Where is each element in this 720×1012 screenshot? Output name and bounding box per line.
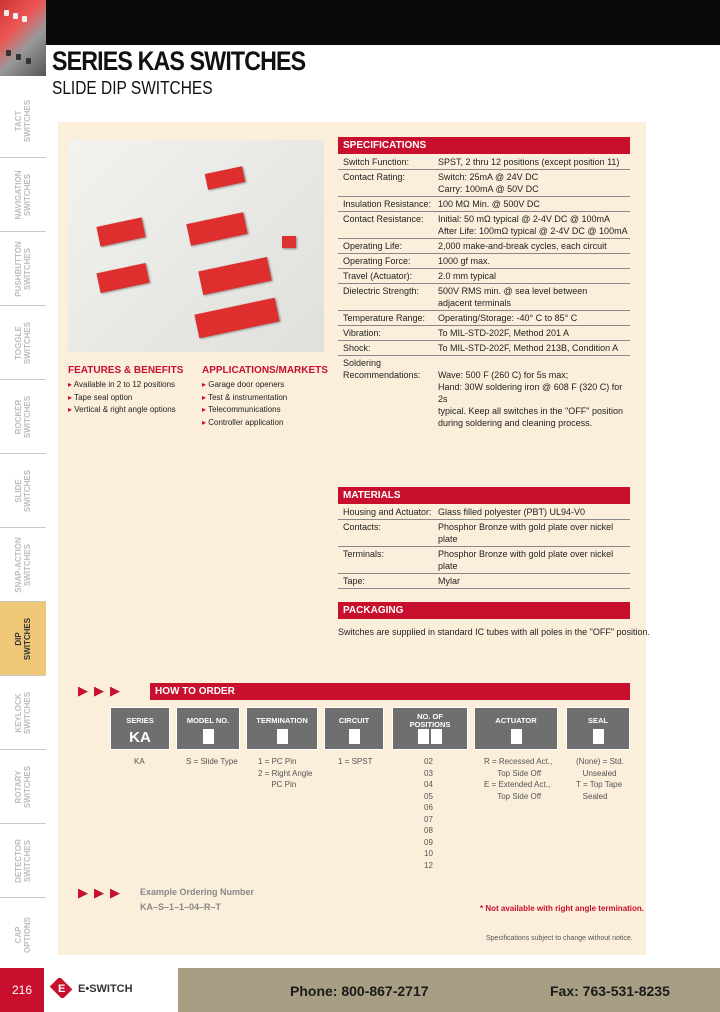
spec-value: Operating/Storage: -40° C to 85° C — [438, 313, 578, 323]
product-photo — [68, 140, 324, 352]
sidebar-item-cap-options[interactable] — [0, 898, 46, 972]
spec-value: 1000 gf max. — [438, 256, 491, 266]
spec-value: Wave: 500 F (260 C) for 5s max; Hand: 30W soldering iron @ 608 F (320 C) for 2s typical. Keep all switches in the "OFF" position during soldering and cleaning process. — [438, 370, 623, 428]
table-row — [338, 311, 630, 326]
sidebar-item-snap-action[interactable] — [0, 528, 46, 602]
order-box-actuator — [474, 707, 558, 750]
circuit-options: 1 = SPST — [338, 757, 373, 766]
table-row — [338, 356, 630, 430]
sidebar-item-rotary[interactable] — [0, 750, 46, 824]
page-number: 216 — [0, 968, 44, 1012]
order-box-label: TERMINATION — [256, 716, 308, 725]
spec-value: 500V RMS min. @ sea level between adjacent terminals — [438, 286, 588, 308]
order-box-circuit — [324, 707, 384, 750]
sidebar-item-pushbutton[interactable] — [0, 232, 46, 306]
order-box-seal — [566, 707, 630, 750]
example-heading: Example Ordering Number — [140, 887, 255, 897]
sidebar-item-detector[interactable] — [0, 824, 46, 898]
code-slot — [418, 729, 429, 744]
sidebar-item-toggle[interactable] — [0, 306, 46, 380]
order-box-model — [176, 707, 240, 750]
spec-value: To MIL-STD-202F, Method 201 A — [438, 328, 570, 338]
order-box-series — [110, 707, 170, 750]
material-value: Phosphor Bronze with gold plate over nickel plate — [438, 549, 614, 571]
sidebar-item-label: ROTARY SWITCHES — [14, 765, 32, 809]
spec-value: Switch: 25mA @ 24V DC Carry: 100mA @ 50V DC — [438, 172, 539, 194]
sidebar-item-slide[interactable] — [0, 454, 46, 528]
features-list — [68, 379, 176, 417]
material-label: Tape: — [343, 576, 366, 586]
list-item: ▸ Garage door openers — [202, 379, 287, 392]
table-row — [338, 326, 630, 341]
spec-label: Contact Rating: — [343, 172, 406, 182]
code-slot — [593, 729, 604, 744]
actuator-options: R = Recessed Act., Top Side Off E = Extended Act., Top Side Off — [484, 757, 553, 801]
sidebar-item-label: DIP SWITCHES — [14, 617, 32, 661]
order-box-termination — [246, 707, 318, 750]
table-row — [338, 505, 630, 520]
sidebar-item-label: ROCKER SWITCHES — [14, 395, 32, 439]
svg-text:E•SWITCH: E•SWITCH — [78, 983, 133, 995]
product-thumbnail — [0, 0, 46, 76]
table-row — [338, 239, 630, 254]
sidebar-item-label: SLIDE SWITCHES — [14, 469, 32, 513]
list-item: ▸ Telecommunications — [202, 404, 287, 417]
order-box-label: ACTUATOR — [495, 716, 537, 725]
order-box-label: SERIES — [126, 716, 154, 725]
packaging-text: Switches are supplied in standard IC tubes with all poles in the "OFF" position. — [338, 627, 651, 637]
angle-note: * Not available with right angle termination. — [480, 904, 645, 913]
code-slot — [431, 729, 442, 744]
arrow-icon: ▶▶▶ — [78, 885, 126, 900]
spec-label: Travel (Actuator): — [343, 271, 413, 281]
sidebar-item-dip[interactable] — [0, 602, 46, 676]
table-row — [338, 212, 630, 239]
table-row — [338, 269, 630, 284]
header-band — [0, 0, 720, 45]
spec-label: Switch Function: — [343, 157, 410, 167]
order-box-code: KA — [129, 729, 151, 746]
spec-label: Soldering Recommendations: — [343, 358, 421, 380]
spec-label: Vibration: — [343, 328, 381, 338]
table-row — [338, 341, 630, 356]
code-slot — [511, 729, 522, 744]
sidebar-item-tact[interactable] — [0, 84, 46, 158]
page-title: SERIES KAS SWITCHES — [52, 46, 306, 76]
sidebar-item-navigation[interactable] — [0, 158, 46, 232]
phone-number: Phone: 800-867-2717 — [290, 983, 429, 999]
table-row — [338, 197, 630, 212]
material-label: Contacts: — [343, 522, 382, 532]
fax-number: Fax: 763-531-8235 — [550, 983, 670, 999]
material-value: Phosphor Bronze with gold plate over nickel plate — [438, 522, 614, 544]
code-slot — [277, 729, 288, 744]
spec-value: 2.0 mm typical — [438, 271, 497, 281]
table-row — [338, 574, 630, 589]
svg-text:E: E — [58, 983, 66, 995]
spec-label: Dielectric Strength: — [343, 286, 420, 296]
table-row — [338, 155, 630, 170]
materials-heading: MATERIALS — [338, 487, 630, 504]
positions-options: 02 03 04 05 06 07 08 09 10 12 — [424, 757, 433, 870]
applications-heading: APPLICATIONS/MARKETS — [202, 365, 328, 376]
code-slot — [203, 729, 214, 744]
model-options: S = Slide Type — [186, 757, 238, 766]
code-slot — [349, 729, 360, 744]
list-item: ▸ Controller application — [202, 417, 287, 430]
table-row — [338, 520, 630, 547]
spec-value: 2,000 make-and-break cycles, each circuit — [438, 241, 607, 251]
applications-list — [202, 379, 287, 429]
table-row — [338, 170, 630, 197]
spec-value: 100 MΩ Min. @ 500V DC — [438, 199, 540, 209]
spec-label: Temperature Range: — [343, 313, 426, 323]
sidebar-item-label: DETECTOR SWITCHES — [14, 839, 32, 883]
eswitch-logo — [50, 978, 160, 998]
list-item: ▸ Test & instrumentation — [202, 392, 287, 405]
sidebar-item-label: TACT SWITCHES — [14, 99, 32, 143]
order-box-label: CIRCUIT — [338, 716, 370, 725]
spec-note: Specifications subject to change without notice. — [486, 935, 633, 942]
features-heading: FEATURES & BENEFITS — [68, 365, 184, 376]
spec-value: Initial: 50 mΩ typical @ 2-4V DC @ 100mA After Life: 100mΩ typical @ 2-4V DC @ 100mA — [438, 214, 628, 236]
material-value: Glass filled polyester (PBT) UL94-V0 — [438, 507, 586, 517]
spec-label: Shock: — [343, 343, 371, 353]
list-item: ▸ Tape seal option — [68, 392, 176, 405]
sidebar-item-label: PUSHBUTTON SWITCHES — [14, 241, 32, 297]
table-row — [338, 254, 630, 269]
sidebar-item-rocker[interactable] — [0, 380, 46, 454]
category-sidebar — [0, 84, 46, 972]
spec-label: Operating Life: — [343, 241, 403, 251]
list-item: ▸ Vertical & right angle options — [68, 404, 176, 417]
spec-value: SPST, 2 thru 12 positions (except position 11) — [438, 157, 620, 167]
spec-label: Insulation Resistance: — [343, 199, 432, 209]
page-subtitle: SLIDE DIP SWITCHES — [52, 78, 213, 98]
order-box-label: NO. OF POSITIONS — [409, 712, 451, 729]
how-to-order-heading: HOW TO ORDER — [150, 683, 630, 700]
specifications-table — [338, 155, 630, 430]
list-item: ▸ Available in 2 to 12 positions — [68, 379, 176, 392]
specifications-heading: SPECIFICATIONS — [338, 137, 630, 154]
seal-options: (None) = Std. Unsealed T = Top Tape Sealed — [576, 757, 624, 801]
sidebar-item-label: SNAP-ACTION SWITCHES — [14, 537, 32, 593]
packaging-heading: PACKAGING — [338, 602, 630, 619]
spec-value: To MIL-STD-202F, Method 213B, Condition A — [438, 343, 619, 353]
materials-table — [338, 505, 630, 589]
arrow-icon: ▶▶▶ — [78, 683, 126, 698]
termination-options: 1 = PC Pin 2 = Right Angle PC Pin — [258, 757, 313, 789]
spec-label: Contact Resistance: — [343, 214, 424, 224]
material-label: Housing and Actuator: — [343, 507, 432, 517]
order-box-label: SEAL — [587, 716, 608, 725]
series-options: KA — [134, 757, 145, 766]
table-row — [338, 547, 630, 574]
sidebar-item-label: CAP OPTIONS — [14, 916, 32, 954]
sidebar-item-keylock[interactable] — [0, 676, 46, 750]
order-box-label: MODEL NO. — [186, 716, 230, 725]
sidebar-item-label: TOGGLE SWITCHES — [14, 321, 32, 365]
material-value: Mylar — [438, 576, 460, 586]
order-box-positions — [392, 707, 468, 750]
material-label: Terminals: — [343, 549, 385, 559]
spec-label: Operating Force: — [343, 256, 411, 266]
table-row — [338, 284, 630, 311]
sidebar-item-label: KEYLOCK SWITCHES — [14, 691, 32, 735]
sidebar-item-label: NAVIGATION SWITCHES — [14, 170, 32, 220]
example-value: KA–S–1–1–04–R–T — [140, 902, 222, 912]
